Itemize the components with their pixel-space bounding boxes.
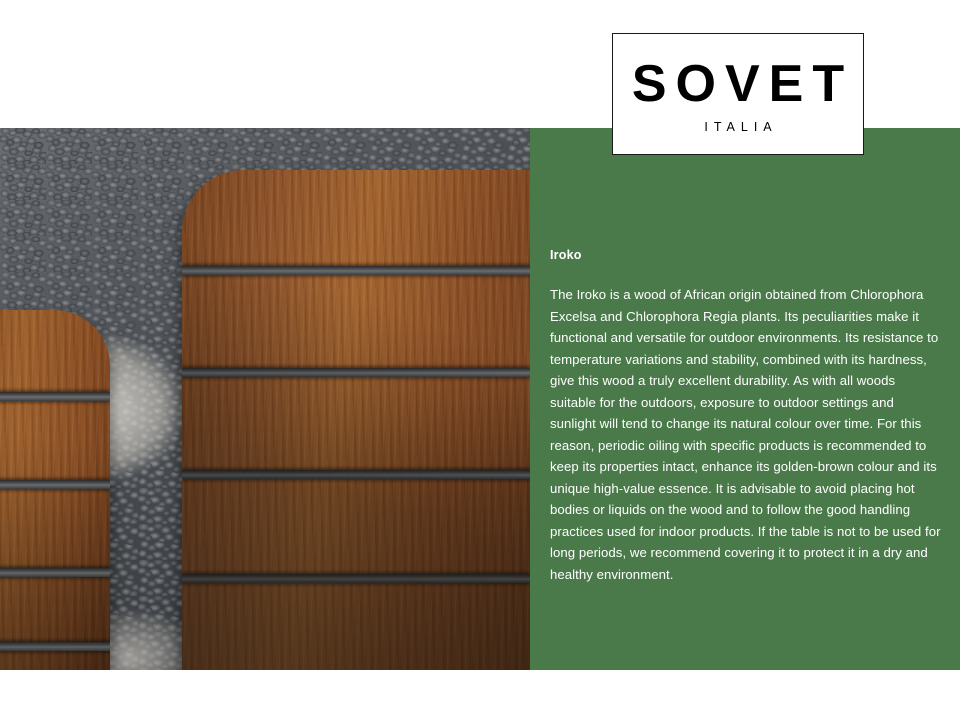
brand-logo — [612, 33, 864, 155]
slat-gap-left-4 — [0, 642, 110, 651]
slat-gap-left-3 — [0, 568, 110, 577]
wood-title: Iroko — [550, 248, 582, 262]
wood-shadow-right — [182, 170, 530, 670]
wood-description-block — [550, 248, 942, 585]
wood-shadow-left — [0, 310, 110, 670]
slat-gap-left-2 — [0, 480, 110, 489]
wood-table-right — [182, 170, 530, 670]
brand-subtitle: ITALIA — [704, 120, 778, 134]
product-photo — [0, 128, 530, 670]
wood-description: The Iroko is a wood of African origin obtained from Chlorophora Excelsa and Chlorophora Regia plants. Its peculiarities make it functional and versatile for outdoor environments. Its resistance to temperature variations and stability, combined with its hardness, give this wood a truly excellent durability. As with all woods suitable for the outdoors, exposure to outdoor settings and sunlight will tend to change its natural colour over time. For this reason, periodic oiling with specific products is recommended to keep its properties intact, enhance its golden-brown colour and its unique high-value essence. It is advisable to avoid placing hot bodies or liquids on the wood and to follow the good handling practices used for indoor products. If the table is not to be used for long periods, we recommend covering it to protect it in a dry and healthy environment. — [550, 287, 941, 582]
brand-name: SOVET — [631, 55, 854, 113]
info-panel — [530, 128, 960, 670]
slat-gap-left-1 — [0, 392, 110, 401]
wood-table-left — [0, 310, 110, 670]
